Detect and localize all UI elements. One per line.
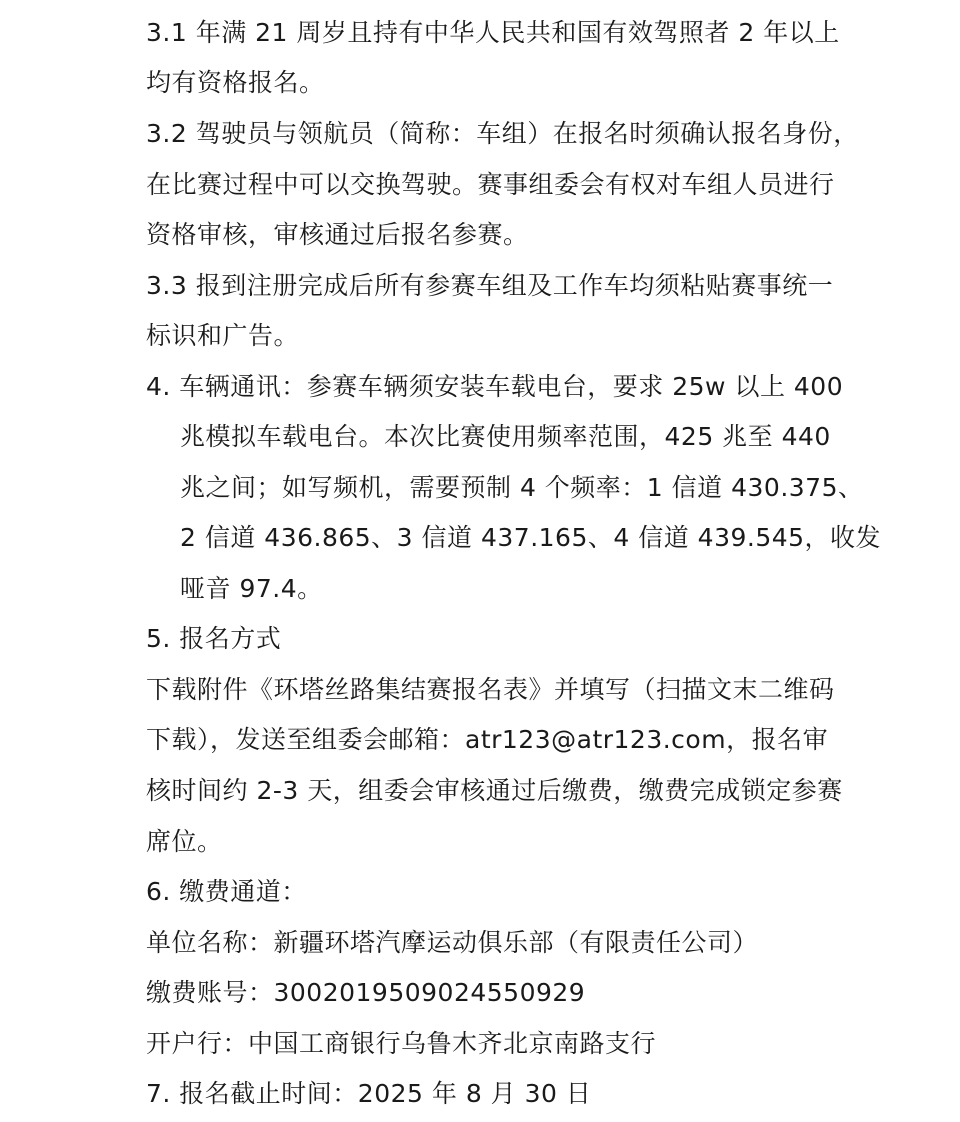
text-line-4-d: 2 信道 436.865、3 信道 437.165、4 信道 439.545，收发 xyxy=(180,523,882,552)
section-heading-7-deadline: 7. 报名截止时间：2025 年 8 月 30 日 xyxy=(146,1079,592,1108)
text-line-5-a: 下载附件《环塔丝路集结赛报名表》并填写（扫描文末二维码 xyxy=(146,675,835,704)
section-heading-6: 6. 缴费通道： xyxy=(146,877,307,906)
text-line-3-2-c: 资格审核，审核通过后报名参赛。 xyxy=(146,220,529,249)
text-line-3-1-b: 均有资格报名。 xyxy=(146,68,325,97)
text-line-5-c: 核时间约 2-3 天，组委会审核通过后缴费，缴费完成锁定参赛 xyxy=(146,776,843,805)
text-line-5-b: 下载），发送至组委会邮箱：atr123@atr123.com，报名审 xyxy=(146,725,829,754)
text-line-4-e: 哑音 97.4。 xyxy=(180,574,323,603)
text-line-5-d: 席位。 xyxy=(146,827,223,856)
text-line-3-3-a: 3.3 报到注册完成后所有参赛车组及工作车均须粘贴赛事统一 xyxy=(146,271,834,300)
text-line-4-c: 兆之间；如写频机，需要预制 4 个频率：1 信道 430.375、 xyxy=(180,473,864,502)
text-line-6-account: 缴费账号：3002019509024550929 xyxy=(146,978,586,1007)
text-line-4-b: 兆模拟车载电台。本次比赛使用频率范围，425 兆至 440 xyxy=(180,422,831,451)
text-line-3-1-a: 3.1 年满 21 周岁且持有中华人民共和国有效驾照者 2 年以上 xyxy=(146,18,840,47)
text-line-6-unit-name: 单位名称：新疆环塔汽摩运动俱乐部（有限责任公司） xyxy=(146,928,759,957)
text-line-3-2-b: 在比赛过程中可以交换驾驶。赛事组委会有权对车组人员进行 xyxy=(146,170,835,199)
text-line-3-2-a: 3.2 驾驶员与领航员（简称：车组）在报名时须确认报名身份， xyxy=(146,119,859,148)
section-heading-5: 5. 报名方式 xyxy=(146,624,282,653)
text-line-4-a: 4. 车辆通讯：参赛车辆须安装车载电台，要求 25w 以上 400 xyxy=(146,372,844,401)
text-line-3-3-b: 标识和广告。 xyxy=(146,321,300,350)
text-line-6-bank: 开户行：中国工商银行乌鲁木齐北京南路支行 xyxy=(146,1029,657,1058)
